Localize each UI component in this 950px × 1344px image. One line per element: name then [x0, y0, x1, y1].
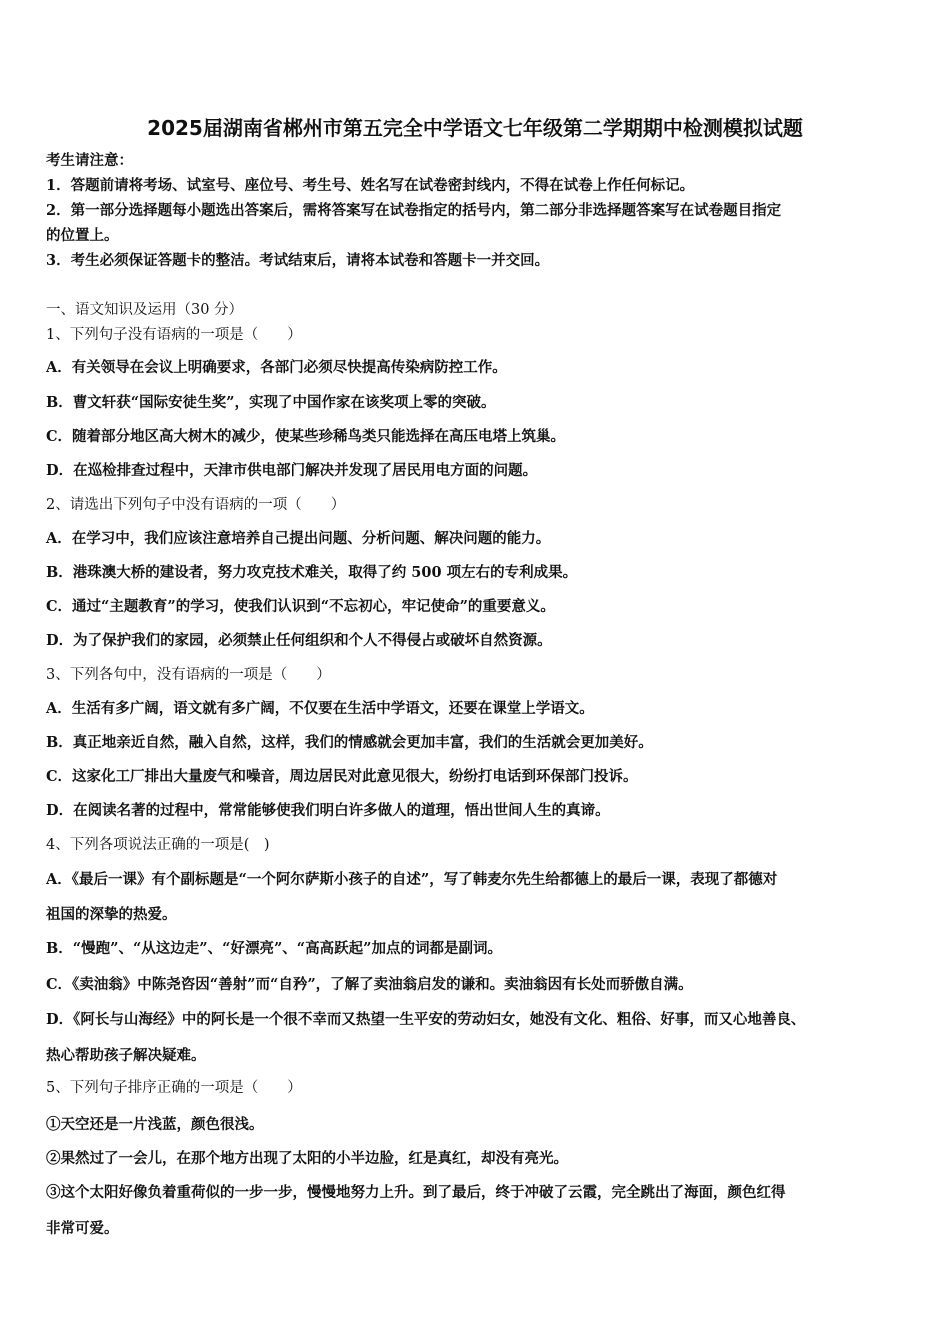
- option-letter: C．: [46, 768, 73, 785]
- option-row: [46, 529, 906, 549]
- option-row: [46, 427, 906, 447]
- option-text: 真正地亲近自然，融入自然，这样，我们的情感就会更加丰富，我们的生活就会更加美好。: [72, 734, 653, 751]
- notice-item: 2．第一部分选择题每小题选出答案后，需将答案写在试卷指定的括号内，第二部分非选择题答案写在试卷题目指定: [46, 202, 782, 219]
- sentence-item: ①天空还是一片浅蓝，颜色很浅。: [46, 1116, 264, 1133]
- option-letter: B．: [46, 734, 73, 751]
- option-row: [46, 1010, 906, 1030]
- option-row: [46, 461, 906, 481]
- option-letter: A．: [46, 359, 72, 376]
- question-stem-3: 3、下列各句中，没有语病的一项是（ ）: [46, 667, 331, 683]
- option-text: 在巡检排查过程中，天津市供电部门解决并发现了居民用电方面的问题。: [73, 462, 538, 479]
- question-stem-2: 2、请选出下列句子中没有语病的一项（ ）: [46, 497, 346, 513]
- option-row: [46, 597, 906, 617]
- option-letter: D．: [46, 462, 74, 479]
- sentence-item: 非常可爱。: [46, 1220, 119, 1237]
- sentence-item: ③这个太阳好像负着重荷似的一步一步，慢慢地努力上升。到了最后，终于冲破了云霞，完全跳出了海面，颜色红得: [46, 1184, 786, 1201]
- notice-heading: 考生请注意：: [46, 152, 133, 169]
- option-row: [46, 699, 906, 719]
- option-text: 曹文轩获“国际安徒生奖”，实现了中国作家在该奖项上零的突破。: [72, 394, 496, 411]
- notice-item: 的位置上。: [46, 227, 119, 244]
- notice-item: 1．答题前请将考场、试室号、座位号、考生号、姓名写在试卷密封线内，不得在试卷上作任何标记。: [46, 177, 695, 194]
- option-row: [46, 733, 906, 753]
- option-row: [46, 975, 906, 995]
- option-text: 《阿长与山海经》中的阿长是一个很不幸而又热望一生平安的劳动妇女，她没有文化、粗俗、好事，而又心地善良、: [73, 1011, 806, 1028]
- option-letter: B．: [46, 564, 73, 581]
- option-letter: C．: [46, 976, 73, 993]
- option-text: 在学习中，我们应该注意培养自己提出问题、分析问题、解决问题的能力。: [71, 530, 551, 547]
- option-letter: B．: [46, 394, 73, 411]
- option-text: 《卖油翁》中陈尧咨因“善射”而“自矜”，了解了卖油翁启发的谦和。卖油翁因有长处而骄傲自满。: [72, 976, 693, 993]
- option-text: 热心帮助孩子解决疑难。: [46, 1047, 206, 1064]
- option-text: 通过“主题教育”的学习，使我们认识到“不忘初心，牢记使命”的重要意义。: [72, 598, 555, 615]
- option-text: 港珠澳大桥的建设者，努力攻克技术难关，取得了约 500 项左右的专利成果。: [72, 564, 578, 581]
- option-letter: C．: [46, 598, 73, 615]
- option-letter: D．: [46, 802, 74, 819]
- option-letter: B．: [46, 940, 73, 957]
- option-text: 这家化工厂排出大量废气和噪音，周边居民对此意见很大，纷纷打电话到环保部门投诉。: [72, 768, 638, 785]
- option-letter: D．: [46, 632, 74, 649]
- option-row: [46, 801, 906, 821]
- option-letter: A．: [46, 530, 72, 547]
- section-heading: 一、语文知识及运用（30 分）: [46, 302, 244, 318]
- page-title: 2025届湖南省郴州市第五完全中学语文七年级第二学期期中检测模拟试题: [147, 116, 803, 140]
- option-text: 祖国的深挚的热爱。: [46, 906, 177, 923]
- notice-item: 3．考生必须保证答题卡的整洁。考试结束后，请将本试卷和答题卡一并交回。: [46, 252, 550, 269]
- question-stem-1: 1、下列句子没有语病的一项是（ ）: [46, 327, 302, 343]
- option-row: [46, 939, 906, 959]
- option-text: 有关领导在会议上明确要求，各部门必须尽快提高传染病防控工作。: [71, 359, 507, 376]
- option-row: [46, 563, 906, 583]
- option-row-cont: [46, 905, 906, 925]
- option-letter: A．: [46, 871, 72, 888]
- option-letter: C．: [46, 428, 73, 445]
- question-stem-4: 4、下列各项说法正确的一项是( ): [46, 837, 270, 853]
- option-text: “慢跑”、“从这边走”、“好漂亮”、“高高跃起”加点的词都是副词。: [72, 940, 502, 957]
- option-text: 生活有多广阔，语文就有多广阔，不仅要在生活中学语文，还要在课堂上学语文。: [71, 700, 594, 717]
- sentence-item: ②果然过了一会儿，在那个地方出现了太阳的小半边脸，红是真红，却没有亮光。: [46, 1150, 568, 1167]
- option-row: [46, 767, 906, 787]
- option-row-cont: [46, 1046, 906, 1066]
- option-letter: A．: [46, 700, 72, 717]
- option-row: [46, 631, 906, 651]
- option-letter: D．: [46, 1011, 74, 1028]
- option-row: [46, 870, 906, 890]
- option-row: [46, 393, 906, 413]
- option-text: 《最后一课》有个副标题是“一个阿尔萨斯小孩子的自述”，写了韩麦尔先生给都德上的最后一课，表现了都德对: [71, 871, 778, 888]
- option-text: 为了保护我们的家园，必须禁止任何组织和个人不得侵占或破坏自然资源。: [73, 632, 552, 649]
- option-row: [46, 358, 906, 378]
- question-stem-5: 5、下列句子排序正确的一项是（ ）: [46, 1080, 302, 1096]
- option-text: 随着部分地区高大树木的减少，使某些珍稀鸟类只能选择在高压电塔上筑巢。: [72, 428, 566, 445]
- option-text: 在阅读名著的过程中，常常能够使我们明白许多做人的道理，悟出世间人生的真谛。: [73, 802, 610, 819]
